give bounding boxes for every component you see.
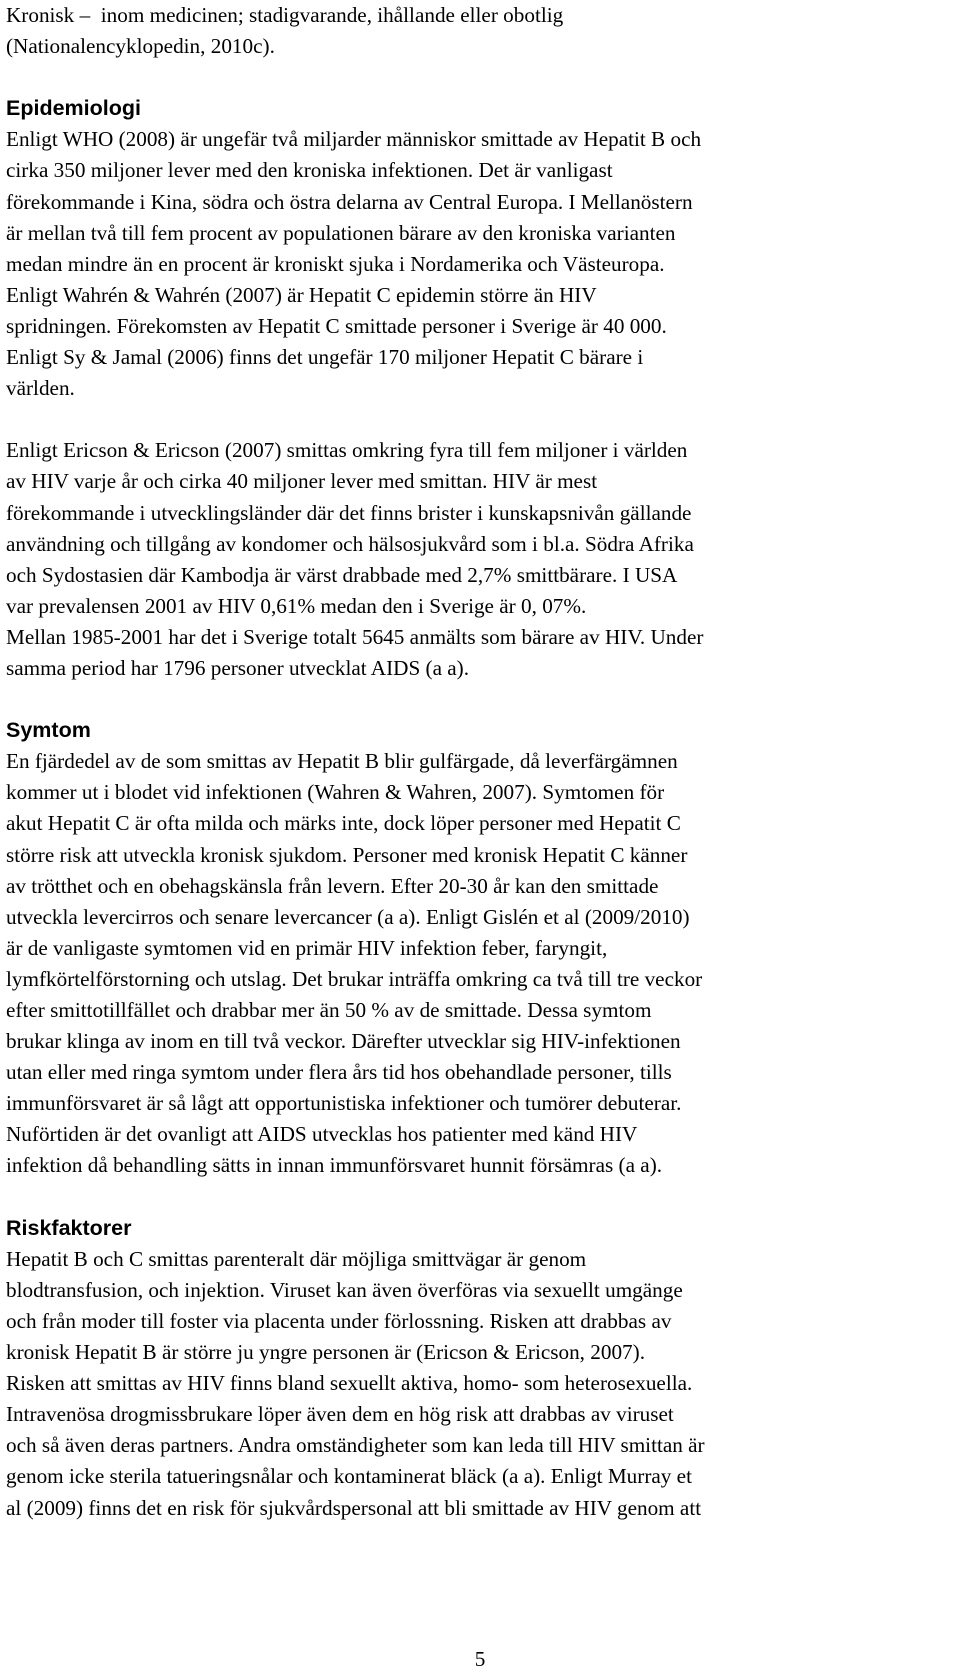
text-line: En fjärdedel av de som smittas av Hepatit B blir gulfärgade, då leverfärgämnen [6, 749, 678, 774]
text-line: utan eller med ringa symtom under flera års tid hos obehandlade personer, tills [6, 1060, 672, 1085]
text-line: infektion då behandling sätts in innan immunförsvaret hunnit försämras (a a). [6, 1153, 663, 1178]
text-line: är mellan två till fem procent av populationen bärare av den kroniska varianten [6, 220, 676, 245]
text-line: var prevalensen 2001 av HIV 0,61% medan den i Sverige är 0, 07%. [6, 593, 587, 618]
riskfaktorer-paragraph [6, 1244, 940, 1524]
text-line: immunförsvaret är så lågt att opportunistiska infektioner och tumörer debuterar. [6, 1091, 682, 1116]
text-line: Enligt Wahrén & Wahrén (2007) är Hepatit C epidemin större än HIV [6, 282, 597, 307]
page-number: 5 [474, 1647, 486, 1671]
text-line: akut Hepatit C är ofta milda och märks inte, dock löper personer med Hepatit C [6, 811, 681, 836]
text-line: efter smittotillfället och drabbar mer än 50 % av de smittade. Dessa symtom [6, 998, 652, 1022]
section-heading-riskfaktorer: Riskfaktorer [6, 1215, 132, 1240]
spacer [6, 404, 940, 435]
intro-paragraph [6, 0, 940, 62]
text-line: medan mindre än en procent är kroniskt sjuka i Nordamerika och Västeuropa. [6, 251, 665, 276]
text-line: Risken att smittas av HIV finns bland sexuellt aktiva, homo- som heterosexuella. [6, 1371, 693, 1396]
text-line: och Sydostasien där Kambodja är värst drabbade med 2,7% smittbärare. I USA [6, 562, 678, 587]
spacer [6, 1182, 940, 1213]
text-line: av trötthet och en obehagskänsla från levern. Efter 20-30 år kan den smittade [6, 873, 659, 898]
text-line: al (2009) finns det en risk för sjukvårdspersonal att bli smittade av HIV genom att [6, 1495, 702, 1520]
section-heading-epidemiologi: Epidemiologi [6, 96, 141, 121]
intro-line: (Nationalencyklopedin, 2010c). [6, 34, 275, 59]
text-line: Enligt Sy & Jamal (2006) finns det ungefär 170 miljoner Hepatit C bärare i [6, 345, 644, 370]
symtom-paragraph [6, 746, 940, 1181]
text-line: världen. [6, 376, 75, 401]
document-page [6, 0, 940, 1524]
text-line: Enligt WHO (2008) är ungefär två miljarder människor smittade av Hepatit B och [6, 127, 702, 152]
text-line: Hepatit B och C smittas parenteralt där möjliga smittvägar är genom [6, 1246, 587, 1271]
text-line: blodtransfusion, och injektion. Viruset kan även överföras via sexuellt umgänge [6, 1277, 683, 1302]
text-line: Nuförtiden är det ovanligt att AIDS utvecklas hos patienter med känd HIV [6, 1122, 638, 1147]
epidemiologi-paragraph-1 [6, 124, 940, 404]
text-line: Mellan 1985-2001 har det i Sverige totalt 5645 anmälts som bärare av HIV. Under [6, 624, 704, 649]
text-line: förekommande i utvecklingsländer där det finns brister i kunskapsnivån gällande [6, 500, 692, 525]
text-line: Enligt Ericson & Ericson (2007) smittas omkring fyra till fem miljoner i världen [6, 438, 688, 463]
text-line: spridningen. Förekomsten av Hepatit C smittade personer i Sverige är 40 000. [6, 313, 667, 338]
text-line: förekommande i Kina, södra och östra delarna av Central Europa. I Mellanöstern [6, 189, 693, 214]
section-heading-symtom: Symtom [6, 718, 91, 743]
text-line: Intravenösa drogmissbrukare löper även dem en hög risk att drabbas av viruset [6, 1402, 674, 1427]
spacer [6, 62, 940, 93]
text-line: kommer ut i blodet vid infektionen (Wahren & Wahren, 2007). Symtomen för [6, 780, 665, 805]
text-line: större risk att utveckla kronisk sjukdom. Personer med kronisk Hepatit C känner [6, 842, 688, 867]
text-line: och så även deras partners. Andra omständigheter som kan leda till HIV smittan är [6, 1433, 705, 1458]
text-line: och från moder till foster via placenta under förlossning. Risken att drabbas av [6, 1308, 672, 1333]
spacer [6, 684, 940, 715]
text-line: genom icke sterila tatueringsnålar och kontaminerat bläck (a a). Enligt Murray et [6, 1464, 692, 1489]
intro-line: Kronisk – inom medicinen; stadigvarande, ihållande eller obotlig [6, 3, 564, 27]
epidemiologi-paragraph-2 [6, 435, 940, 684]
text-line: utveckla levercirros och senare levercancer (a a). Enligt Gislén et al (2009/2010) [6, 904, 690, 929]
text-line: brukar klinga av inom en till två veckor. Därefter utvecklar sig HIV-infektionen [6, 1029, 681, 1054]
text-line: lymfkörtelförstorning och utslag. Det brukar inträffa omkring ca två till tre veckor [6, 966, 703, 991]
text-line: samma period har 1796 personer utvecklat AIDS (a a). [6, 655, 470, 680]
text-line: kronisk Hepatit B är större ju yngre personen är (Ericson & Ericson, 2007). [6, 1340, 645, 1365]
text-line: användning och tillgång av kondomer och hälsosjukvård som i bl.a. Södra Afrika [6, 531, 694, 556]
text-line: av HIV varje år och cirka 40 miljoner lever med smittan. HIV är mest [6, 469, 598, 494]
text-line: cirka 350 miljoner lever med den kroniska infektionen. Det är vanligast [6, 158, 613, 183]
text-line: är de vanligaste symtomen vid en primär HIV infektion feber, faryngit, [6, 935, 608, 960]
